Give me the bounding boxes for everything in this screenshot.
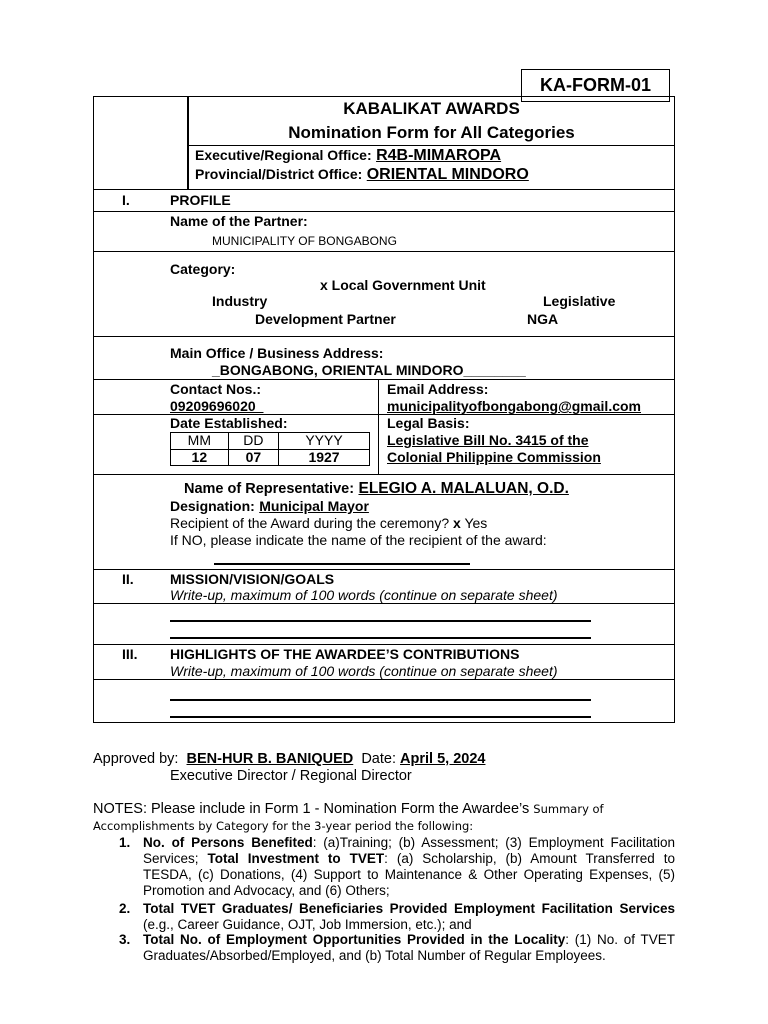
- note-item-3-text1: : (1) No. of TVET Graduates/Absorbed/Employed, and (b) Total Number of Regular Employees.: [143, 932, 675, 963]
- divider-partner: [93, 251, 675, 252]
- notes-intro-line1: [93, 801, 604, 817]
- divider-highlights-header: [93, 679, 675, 680]
- notes-intro-b: Summary of: [533, 802, 604, 816]
- mission-write-line-1[interactable]: [170, 620, 591, 622]
- note-item-3: [119, 932, 675, 964]
- exec-office-row: [195, 147, 501, 165]
- category-nga: NGA: [527, 311, 559, 327]
- legal-basis-line1: Legislative Bill No. 3415 of the: [387, 432, 589, 448]
- category-industry: Industry: [212, 293, 268, 309]
- category-lgu: x Local Government Unit: [320, 277, 486, 293]
- date-header-yyyy: YYYY: [279, 433, 370, 450]
- note-item-1-number: 1.: [119, 835, 131, 850]
- partner-label: Name of the Partner:: [170, 213, 308, 229]
- exec-office-value: R4B-MIMAROPA: [376, 147, 502, 164]
- date-value-dd: 07: [228, 449, 278, 466]
- divider-mission-header: [93, 603, 675, 604]
- note-item-3-number: 3.: [119, 932, 131, 947]
- section-ii-numeral: II.: [122, 571, 134, 587]
- recipient-row: [170, 515, 487, 531]
- divider-category: [93, 336, 675, 337]
- approval-date-label: Date:: [361, 751, 396, 767]
- designation-row: [170, 498, 369, 516]
- section-ii-note: Write-up, maximum of 100 words (continue on separate sheet): [170, 587, 558, 603]
- representative-name-row: [184, 480, 569, 498]
- email-label: Email Address:: [387, 381, 489, 397]
- note-item-2-number: 2.: [119, 901, 131, 916]
- date-value-mm: 12: [171, 449, 229, 466]
- note-item-1-text2: : (a) Scholarship, (b) Amount Transferred to TESDA, (c) Donations, (4) Support to Maintenance & Other Operating Expenses, (5) Promotion and Advocacy, and (6) Others;: [143, 851, 675, 898]
- note-item-3-bold1: Total No. of Employment Opportunities Provided in the Locality: [143, 932, 566, 947]
- header-mid-divider: [187, 145, 675, 146]
- date-header-dd: DD: [228, 433, 278, 450]
- approver-position: Executive Director / Regional Director: [170, 768, 412, 784]
- designation-value: Municipal Mayor: [259, 498, 369, 514]
- date-established-label: Date Established:: [170, 415, 288, 431]
- section-i-numeral: I.: [122, 192, 130, 208]
- header-bottom-divider: [93, 189, 675, 190]
- mission-write-line-2[interactable]: [170, 637, 591, 639]
- address-label: Main Office / Business Address:: [170, 345, 384, 361]
- section-i-title: PROFILE: [170, 192, 231, 208]
- date-value-yyyy: 1927: [279, 449, 370, 466]
- note-item-2-text1: (e.g., Career Guidance, OJT, Job Immersion, etc.); and: [143, 917, 472, 932]
- note-item-1-text1: : (a)Training; (b) Assessment; (3) Employment Facilitation Services;: [143, 835, 675, 866]
- category-dev-partner: Development Partner: [255, 311, 396, 327]
- approved-by-name: BEN-HUR B. BANIQUED: [186, 751, 354, 767]
- note-item-2-bold1: Total TVET Graduates/ Beneficiaries Provided Employment Facilitation Services: [143, 901, 675, 916]
- exec-office-label: Executive/Regional Office:: [195, 147, 372, 163]
- partner-value: MUNICIPALITY OF BONGABONG: [212, 234, 397, 248]
- prov-office-label: Provincial/District Office:: [195, 166, 363, 182]
- highlights-write-line-1[interactable]: [170, 699, 591, 701]
- note-item-1: [119, 835, 675, 899]
- category-label: Category:: [170, 261, 236, 277]
- section-iii-note: Write-up, maximum of 100 words (continue on separate sheet): [170, 663, 558, 679]
- divider-profile: [93, 211, 675, 212]
- recipient-answer: Yes: [464, 515, 488, 531]
- if-no-text: If NO, please indicate the name of the recipient of the award:: [170, 532, 547, 548]
- divider-date: [93, 474, 675, 475]
- note-item-1-bold2: Total Investment to TVET: [207, 851, 385, 866]
- notes-intro-a: NOTES: Please include in Form 1 - Nomination Form the Awardee’s: [93, 801, 530, 817]
- category-legislative: Legislative: [543, 293, 616, 309]
- approved-by-label: Approved by:: [93, 751, 179, 767]
- legal-basis-label: Legal Basis:: [387, 415, 470, 431]
- contact-value: 09209696020_: [170, 398, 264, 414]
- form-subtitle: Nomination Form for All Categories: [288, 123, 575, 142]
- contact-label: Contact Nos.:: [170, 381, 261, 397]
- prov-office-value: ORIENTAL MINDORO: [366, 166, 529, 183]
- section-iii-title: HIGHLIGHTS OF THE AWARDEE’S CONTRIBUTIONS: [170, 646, 520, 662]
- recipient-mark: x: [453, 515, 461, 531]
- recipient-question: Recipient of the Award during the ceremony?: [170, 515, 450, 531]
- notes-intro-c: Accomplishments by Category for the 3-year period the following:: [93, 819, 474, 833]
- highlights-write-line-2[interactable]: [170, 716, 591, 718]
- divider-mission: [93, 644, 675, 645]
- designation-label: Designation:: [170, 498, 255, 514]
- section-ii-title: MISSION/VISION/GOALS: [170, 571, 335, 587]
- contact-email-divider: [378, 379, 379, 474]
- note-item-1-bold1: No. of Persons Benefited: [143, 835, 313, 850]
- divider-representative: [93, 569, 675, 570]
- approval-date-value: April 5, 2024: [400, 751, 486, 767]
- representative-name-value: ELEGIO A. MALALUAN, O.D.: [358, 480, 569, 497]
- prov-office-row: [195, 166, 529, 184]
- legal-basis-line2: Colonial Philippine Commission: [387, 449, 601, 465]
- form-title: KABALIKAT AWARDS: [343, 99, 520, 118]
- form-code: KA-FORM-01: [521, 69, 670, 102]
- divider-address: [93, 379, 675, 380]
- address-value: _BONGABONG, ORIENTAL MINDORO________: [212, 362, 526, 378]
- note-item-2: [119, 901, 675, 933]
- section-iii-numeral: III.: [122, 646, 138, 662]
- date-header-mm: MM: [171, 433, 229, 450]
- date-established-table: [170, 432, 370, 466]
- recipient-blank-line[interactable]: [214, 563, 470, 565]
- representative-name-label: Name of Representative:: [184, 481, 355, 497]
- email-value: municipalityofbongabong@gmail.com: [387, 398, 641, 414]
- approval-row: [93, 751, 485, 768]
